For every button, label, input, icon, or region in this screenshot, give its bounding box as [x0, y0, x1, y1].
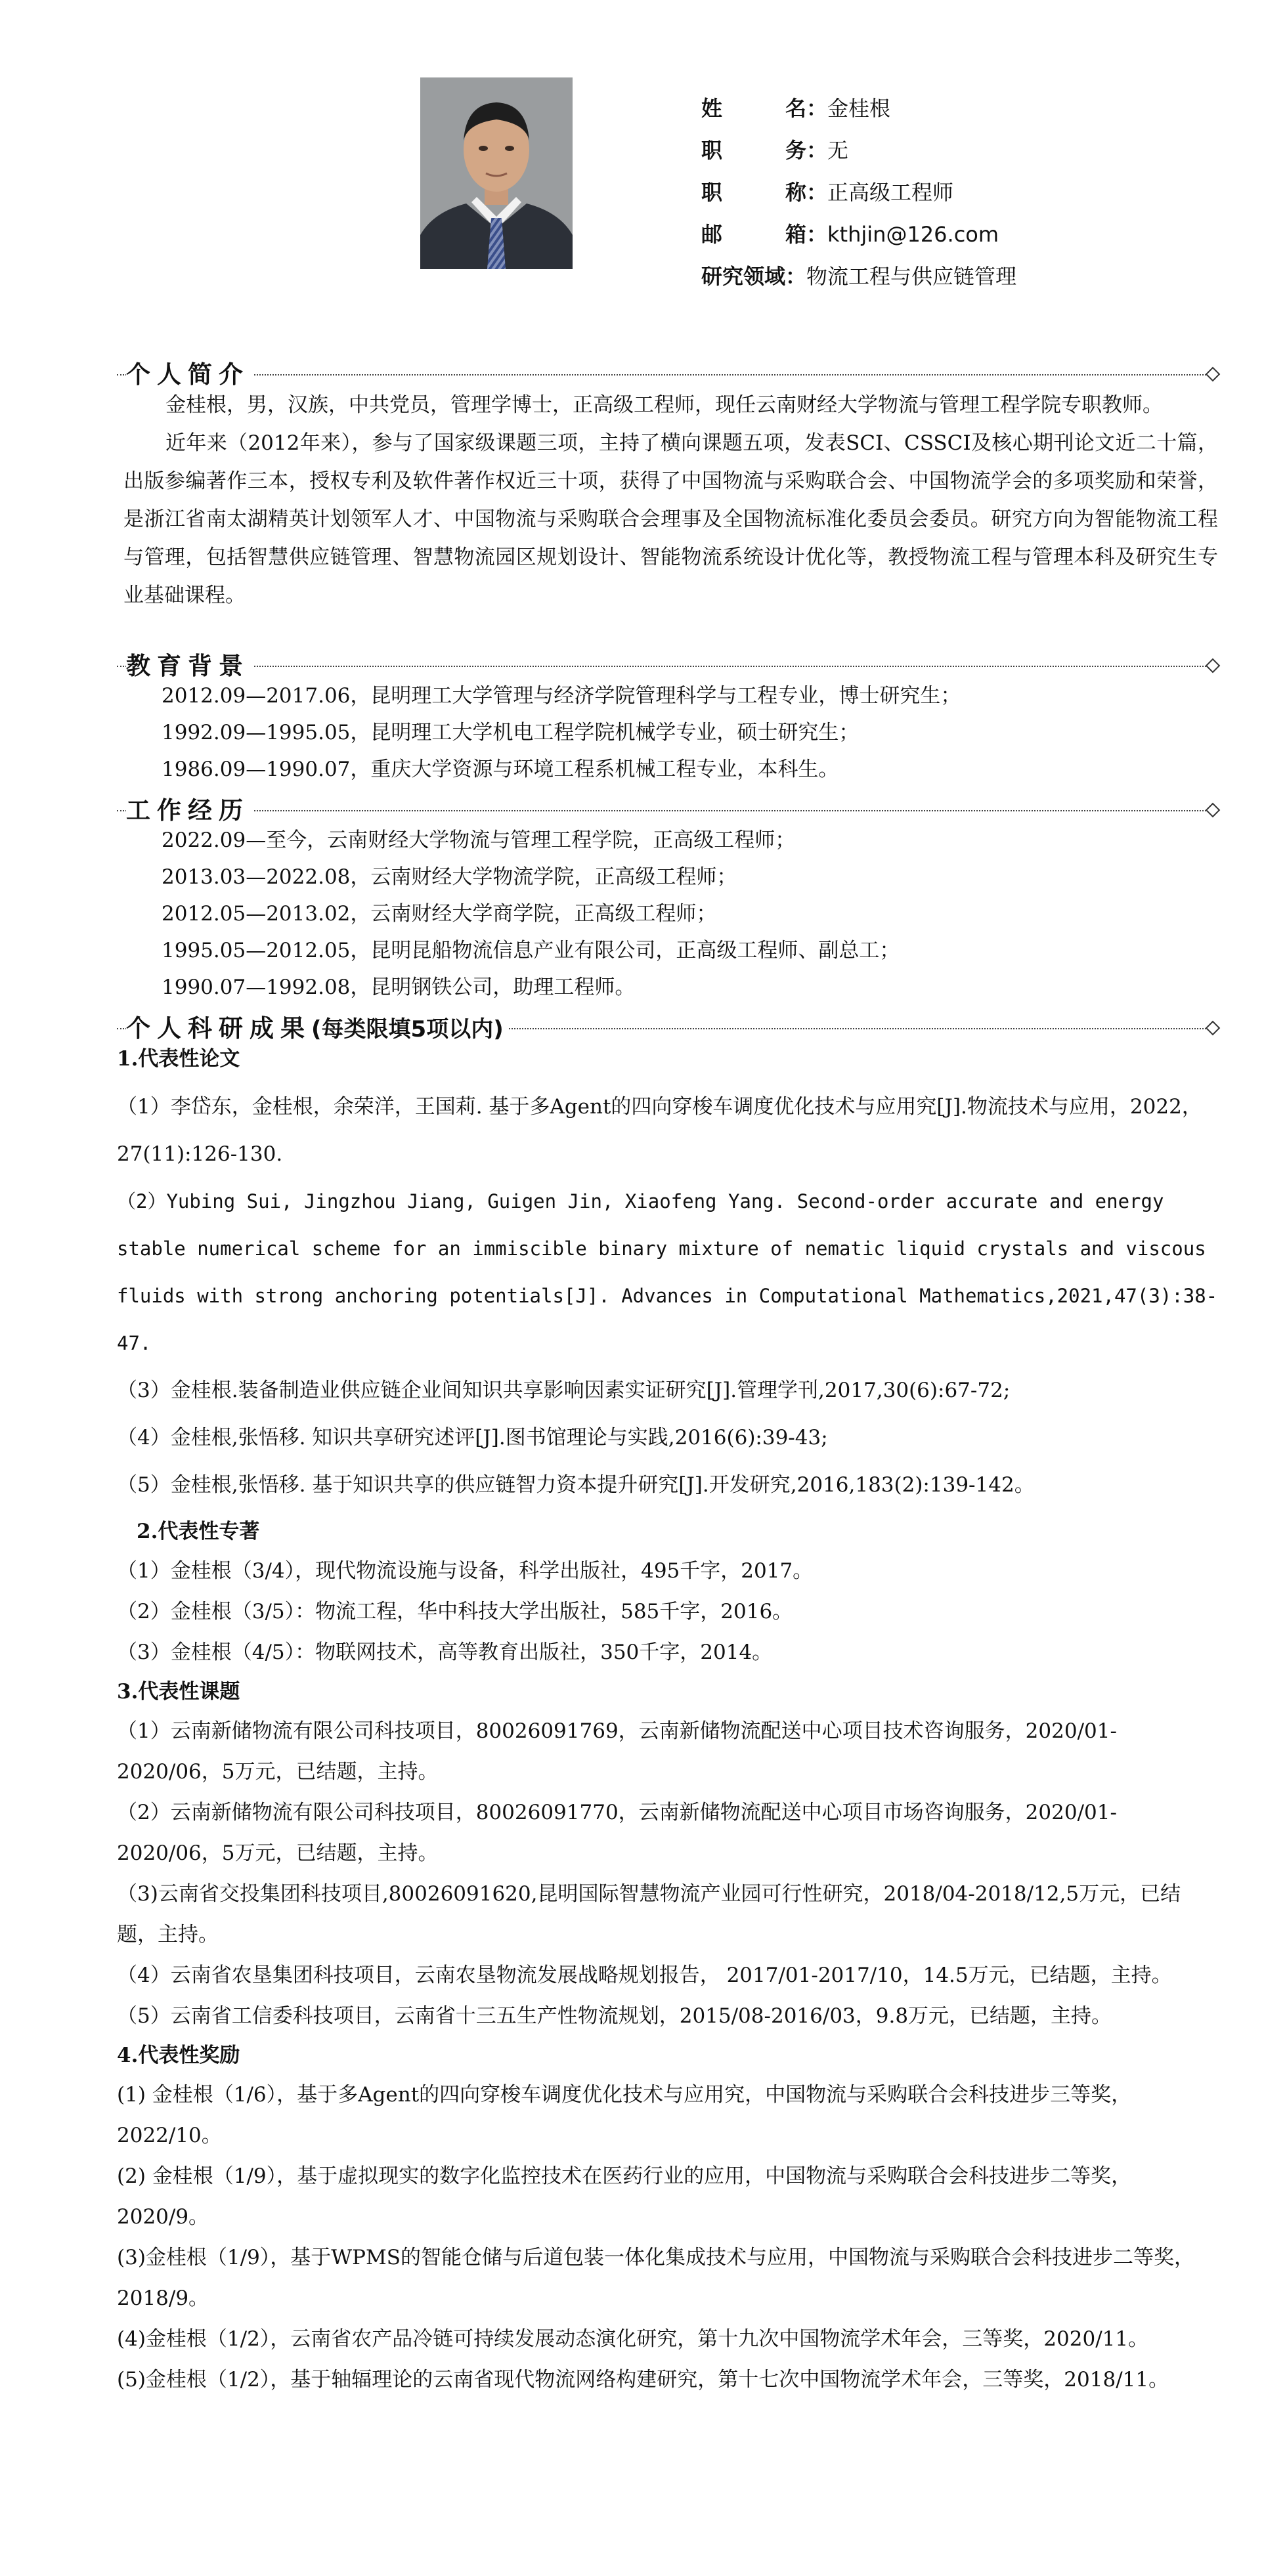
dotted-divider [117, 666, 1206, 667]
award-item: (4)金桂根（1/2），云南省农产品冷链可持续发展动态演化研究，第十九次中国物流学术年会，三等奖，2020/11。 [117, 2327, 1149, 2351]
section-header [117, 1006, 1218, 1040]
position-value: 无 [827, 138, 849, 163]
award-item: (1) 金桂根（1/6），基于多Agent的四向穿梭车调度优化技术与应用究，中国物流与采购联合会科技进步三等奖，2022/10。 [117, 2083, 1132, 2147]
section-title-note: (每类限填5项以内) [311, 1016, 504, 1042]
section-title: 教育背景 [126, 646, 253, 681]
project-item: （4）云南省农垦集团科技项目，云南农垦物流发展战略规划报告， 2017/01-2017/10，14.5万元，已结题，主持。 [117, 1964, 1172, 1987]
education-item: 1992.09—1995.05，昆明理工大学机电工程学院机械学专业，硕士研究生； [162, 721, 860, 744]
intro-paragraph: 近年来（2012年来），参与了国家级课题三项，主持了横向课题五项，发表SCI、CSSCI及核心期刊论文近二十篇，出版参编著作三本，授权专利及软件著作权近三十项，获得了中国物流与采购联合会、中国物流学会的多项奖励和荣誉，是浙江省南太湖精英计划领军人才、中国物流与采购联合会理事及全国物流标准化委员会委员。研究方向为智能物流工程与管理，包括智慧供应链管理、智慧物流园区规划设计、智能物流系统设计优化等，教授物流工程与管理本科及研究生专业基础课程。 [123, 431, 1218, 607]
info-row-position [701, 133, 1016, 175]
book-item: （3）金桂根（4/5）：物联网技术，高等教育出版社，350千字，2014。 [117, 1641, 773, 1664]
book-item: （2）金桂根（3/5）：物流工程，华中科技大学出版社，585千字，2016。 [117, 1600, 793, 1623]
book-item: （1）金桂根（3/4），现代物流设施与设备，科学出版社，495千字，2017。 [117, 1559, 814, 1583]
education-item: 2012.09—2017.06，昆明理工大学管理与经济学院管理科学与工程专业，博士研究生； [162, 684, 961, 708]
diamond-icon [1206, 367, 1221, 382]
section-research [117, 1006, 1218, 2400]
project-item: （1）云南新储物流有限公司科技项目，80026091769，云南新储物流配送中心项目技术咨询服务，2020/01-2020/06，5万元，已结题，主持。 [117, 1719, 1117, 1784]
profile-photo [420, 77, 573, 269]
diamond-icon [1206, 658, 1221, 674]
papers-heading: 1.代表性论文 [117, 1047, 240, 1071]
name-value: 金桂根 [827, 96, 891, 121]
diamond-icon [1206, 803, 1221, 818]
info-row-title [701, 175, 1016, 217]
paper-item [117, 1178, 1218, 1367]
diamond-icon [1206, 1021, 1221, 1036]
name-label: 姓名： [701, 96, 828, 121]
email-label: 邮箱： [701, 222, 828, 247]
email-value[interactable]: kthjin@126.com [827, 222, 999, 247]
project-item: （5）云南省工信委科技项目，云南省十三五生产性物流规划，2015/08-2016/03，9.8万元，已结题，主持。 [117, 2004, 1112, 2028]
work-item: 2022.09—至今，云南财经大学物流与管理工程学院，正高级工程师； [162, 828, 796, 852]
award-item: (5)金桂根（1/2），基于轴辐理论的云南省现代物流网络构建研究，第十七次中国物流学术年会，三等奖，2018/11。 [117, 2368, 1169, 2392]
profile-info [701, 91, 1016, 301]
title-label: 职称： [701, 180, 828, 205]
education-item: 1986.09—1990.07，重庆大学资源与环境工程系机械工程专业，本科生。 [162, 758, 839, 781]
research-value: 物流工程与供应链管理 [806, 264, 1017, 289]
project-item: （3)云南省交投集团科技项目,80026091620,昆明国际智慧物流产业园可行性研究，2018/04-2018/12,5万元，已结题，主持。 [117, 1882, 1181, 1946]
info-row-email [701, 217, 1016, 259]
award-item: (3)金桂根（1/9），基于WPMS的智能仓储与后道包装一体化集成技术与应用，中国物流与采购联合会科技进步二等奖，2018/9。 [117, 2246, 1194, 2310]
paper-item: （5）金桂根,张悟移. 基于知识共享的供应链智力资本提升研究[J].开发研究,2016,183(2):139-142。 [117, 1473, 1035, 1497]
title-value: 正高级工程师 [827, 180, 954, 205]
section-header [117, 643, 1218, 680]
section-intro [117, 352, 1218, 614]
intro-paragraph: 金桂根，男，汉族，中共党员，管理学博士，正高级工程师，现任云南财经大学物流与管理工程学院专职教师。 [165, 393, 1163, 417]
awards-heading: 4.代表性奖励 [117, 2044, 240, 2067]
section-work [117, 788, 1218, 1006]
dotted-divider [117, 810, 1206, 811]
portrait-image [420, 77, 573, 269]
work-item: 2012.05—2013.02，云南财经大学商学院，正高级工程师； [162, 902, 717, 926]
info-row-research [701, 259, 1016, 301]
work-item: 2013.03—2022.08，云南财经大学物流学院，正高级工程师； [162, 865, 737, 889]
work-item: 1990.07—1992.08，昆明钢铁公司，助理工程师。 [162, 976, 636, 999]
section-title: 个人简介 [126, 354, 253, 390]
section-title-text: 个人科研成果 [126, 1014, 311, 1042]
position-label: 职务： [701, 138, 828, 163]
research-label: 研究领域： [701, 264, 807, 289]
section-header [117, 788, 1218, 825]
paper-item-text: （2）Yubing Sui, Jingzhou Jiang, Guigen Jin, Xiaofeng Yang. Second-order accurate and energy stable numerical scheme for an immiscible binary mixture of nematic liquid crystals and viscous fluids with strong anchoring potentials[J]. Advances in Computational Mathematics,2021,47(3):38-47. [117, 1190, 1218, 1354]
books-heading: 2.代表性专著 [137, 1520, 260, 1543]
section-header [117, 352, 1218, 389]
info-row-name [701, 91, 1016, 133]
section-title [126, 1008, 508, 1044]
award-item: (2) 金桂根（1/9），基于虚拟现实的数字化监控技术在医药行业的应用，中国物流与采购联合会科技进步二等奖，2020/9。 [117, 2164, 1132, 2229]
work-item: 1995.05—2012.05，昆明昆船物流信息产业有限公司，正高级工程师、副总工； [162, 939, 900, 962]
paper-item: （1）李岱东，金桂根，余荣洋，王国莉. 基于多Agent的四向穿梭车调度优化技术与应用究[J].物流技术与应用，2022，27(11):126-130. [117, 1095, 1202, 1166]
section-education [117, 643, 1218, 788]
section-title: 工作经历 [126, 790, 253, 826]
projects-heading: 3.代表性课题 [117, 1680, 240, 1704]
dotted-divider [117, 374, 1206, 376]
paper-item: （3）金桂根.装备制造业供应链企业间知识共享影响因素实证研究[J].管理学刊,2017,30(6):67-72; [117, 1379, 1011, 1402]
paper-item: （4）金桂根,张悟移. 知识共享研究述评[J].图书馆理论与实践,2016(6):39-43; [117, 1426, 828, 1449]
project-item: （2）云南新储物流有限公司科技项目，80026091770，云南新储物流配送中心项目市场咨询服务，2020/01-2020/06，5万元，已结题，主持。 [117, 1801, 1117, 1865]
